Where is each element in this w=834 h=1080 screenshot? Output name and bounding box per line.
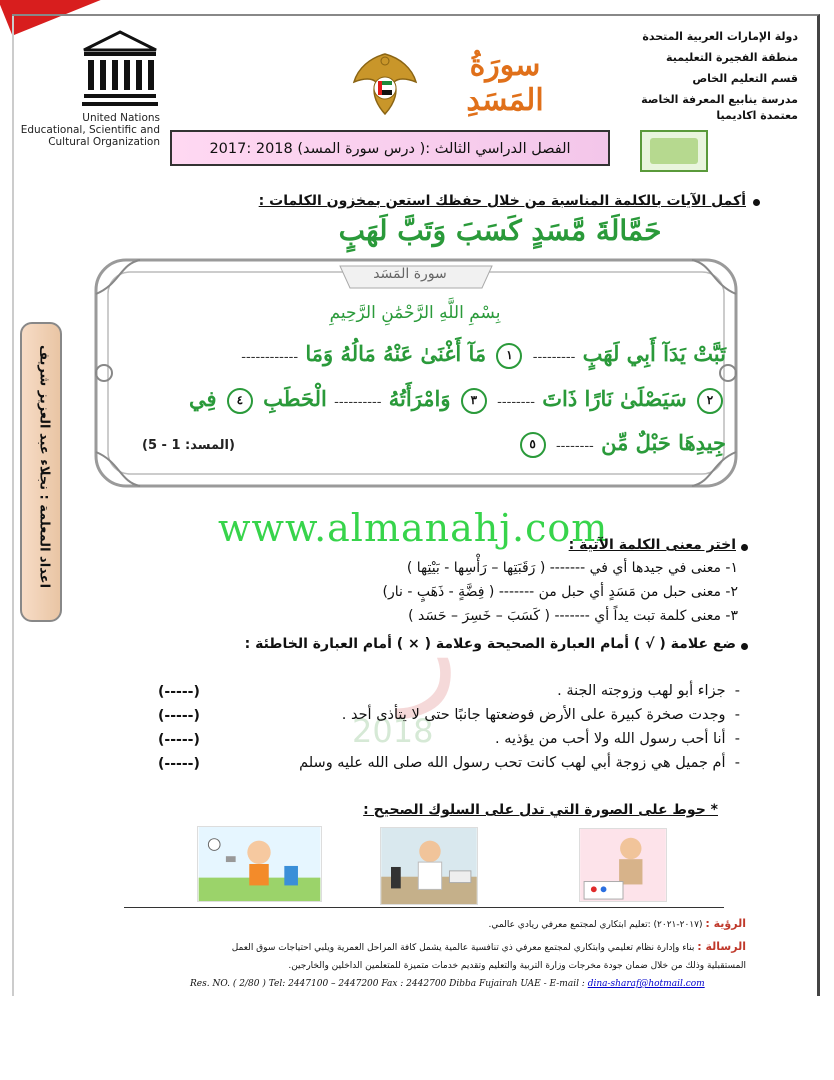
- contact-details: Res. NO. ( 2/80 ) Tel: 2447100 – 2447200 Fax : 2442700 Dibba Fujairah UAE - E-mail :: [190, 979, 585, 989]
- verse-2-text: مَآ أَغْنَىٰ عَنْهُ مَالُهُ وَمَا: [305, 341, 487, 366]
- watermark-url: www.almanahj.com: [218, 506, 609, 550]
- exercise3-title: ضع علامة ( √ ) أمام العبارة الصحيحة وعلامة ( × ) أمام العبارة الخاطئة :: [244, 636, 736, 652]
- ayah-number-2: ٢: [697, 388, 723, 414]
- verse-4-text-a: وَامْرَأَتُهُ: [388, 386, 451, 411]
- header-department: قسم التعليم الخاص: [692, 72, 798, 85]
- ayah-number-3: ٣: [461, 388, 487, 414]
- school-logo-emblem: [650, 138, 698, 164]
- vision-line: [489, 917, 746, 930]
- watermark-year: 2018: [352, 712, 434, 750]
- contact-email-link[interactable]: dina-sharaf@hotmail.com: [587, 979, 705, 989]
- mission-label: الرسالة :: [697, 940, 746, 953]
- verse-3-blank[interactable]: --------: [497, 394, 535, 410]
- footer-divider: [124, 907, 724, 908]
- term-box: الفصل الدراسي الثالث :( درس سورة المسد) 2018 :2017: [170, 130, 610, 166]
- verse-3-text: سَيَصْلَىٰ نَارًا ذَاتَ: [542, 386, 687, 411]
- verse-line-2: [189, 386, 726, 414]
- vision-label: الرؤية :: [705, 917, 746, 930]
- teacher-name: اعداد المعلمة : نجلاء عبد العزيز شريف: [36, 344, 52, 589]
- bullet-icon: [741, 544, 748, 551]
- statement-3: - أنا أحب رسول الله ولا أحب من يؤذيه .: [495, 731, 740, 747]
- header-country: دولة الإمارات العربية المتحدة: [642, 30, 798, 43]
- verse-1-text: تَبَّتْ يَدَآ أَبِي لَهَبٍ: [582, 341, 726, 366]
- header-zone: منطقة الفجيرة التعليمية: [666, 51, 798, 64]
- statement-3-text: أنا أحب رسول الله ولا أحب من يؤذيه .: [495, 731, 726, 747]
- verse-2-blank[interactable]: ------------: [241, 349, 299, 365]
- exercise4-title: * حوط على الصورة التي تدل على السلوك الصحيح :: [363, 802, 718, 818]
- mission-line-2: المستقبلية وذلك من خلال ضمان جودة مخرجات وزارة التربية والتعليم وتقديم خدمات متميزة للمتعلمين الداخلين والخارجين.: [288, 961, 746, 971]
- statement-4-text: أم جميل هي زوجة أبي لهب كانت تحب رسول الله صلى الله عليه وسلم: [299, 755, 726, 771]
- behavior-image-drawing[interactable]: [579, 828, 667, 902]
- unesco-caption: [10, 112, 160, 148]
- unesco-logo: [80, 30, 160, 108]
- header-accreditation: معتمدة اكاديميا: [716, 109, 798, 122]
- surah-reference: (المسد: 1 - 5): [142, 438, 235, 453]
- ayah-number-4: ٤: [227, 388, 253, 414]
- verse-5-text-a: فِي: [189, 386, 217, 411]
- statement-1-answer-box[interactable]: (-----): [158, 684, 200, 700]
- meaning-question-2: ٢- معنى حبل من مَسَدٍ أي حبل من ------- ( فِضَّةٍ - ذَهَبٍ - نار): [382, 584, 738, 600]
- exercise1-instruction: أكمل الآيات بالكلمة المناسبة من خلال حفظك استعن بمخزون الكلمات :: [258, 193, 746, 209]
- behavior-image-cleaning[interactable]: [380, 827, 478, 905]
- ayah-number-1: ١: [496, 343, 522, 369]
- statement-3-answer-box[interactable]: (-----): [158, 732, 200, 748]
- mission-text: بناء وإدارة نظام تعليمي وابتكاري لمجتمع معرفي ذي تنافسية عالمية يشمل كافة المراحل العمرية ويلبي احتياجات سوق العمل: [231, 943, 695, 953]
- meaning-question-3: ٣- معنى كلمة تبت يداً أي ------- ( كَسَبَ – خَسِرَ – حَسَد ): [408, 608, 738, 624]
- vision-text: (٢٠١٧-٢٠٢١) :تعليم ابتكاري لمجتمع معرفي ريادي عالمي.: [488, 920, 703, 930]
- unesco-line-2: Educational, Scientific and: [20, 124, 160, 136]
- frame-title: سورة المَسَد: [373, 266, 447, 282]
- basmala: بِسْمِ اللَّهِ الرَّحْمَٰنِ الرَّحِيمِ: [329, 303, 501, 323]
- verse-line-1: [241, 341, 726, 369]
- school-logo: [640, 130, 708, 172]
- statement-2: - وجدت صخرة كبيرة على الأرض فوضعتها جانبًا حتى لا يتأذى أحد .: [341, 707, 740, 723]
- meaning-question-1: ١- معنى في جيدها أي في ------- ( رَقَبَتِها – رَأْسِها - بَيْتِها ): [406, 560, 738, 576]
- watermark-glyph: ر: [400, 580, 458, 719]
- exercise2-title: اختر معنى الكلمة الآتية :: [568, 537, 736, 553]
- mission-line: [232, 940, 746, 953]
- header-school: مدرسة ينابيع المعرفة الخاصة: [641, 93, 798, 106]
- verse-4-blank[interactable]: ----------: [334, 394, 382, 410]
- verse-5-text-b: جِيدِهَا حَبْلٌ مِّن: [601, 430, 726, 455]
- unesco-line-3: Cultural Organization: [48, 136, 160, 148]
- contact-line: [190, 979, 705, 989]
- word-bank: حَمَّالَةَ مَّسَدٍ كَسَبَ وَتَبَّ لَهَبٍ: [338, 214, 662, 247]
- teacher-strip: [20, 322, 62, 622]
- verse-1-blank[interactable]: ---------: [532, 349, 576, 365]
- behavior-image-litter[interactable]: [197, 826, 322, 902]
- uae-emblem-icon: [350, 48, 420, 120]
- statement-1: - جزاء أبو لهب وزوجته الجنة .: [557, 683, 740, 699]
- statement-4-answer-box[interactable]: (-----): [158, 756, 200, 772]
- verse-line-3: [517, 430, 726, 458]
- verse-4-text-b: الْحَطَبِ: [263, 386, 327, 411]
- statement-2-answer-box[interactable]: (-----): [158, 708, 200, 724]
- verse-5-blank[interactable]: --------: [555, 438, 594, 454]
- bullet-icon: [753, 199, 760, 206]
- school-header: [578, 26, 798, 122]
- statement-1-text: جزاء أبو لهب وزوجته الجنة .: [557, 683, 726, 699]
- ayah-number-5: ٥: [520, 432, 546, 458]
- unesco-line-1: United Nations: [82, 112, 160, 124]
- statement-4: - أم جميل هي زوجة أبي لهب كانت تحب رسول الله صلى الله عليه وسلم: [299, 755, 740, 771]
- bullet-icon: [741, 643, 748, 650]
- statement-2-text: وجدت صخرة كبيرة على الأرض فوضعتها جانبًا حتى لا يتأذى أحد .: [341, 707, 726, 723]
- surah-title: سورَةُ المَسَدِ: [466, 48, 544, 118]
